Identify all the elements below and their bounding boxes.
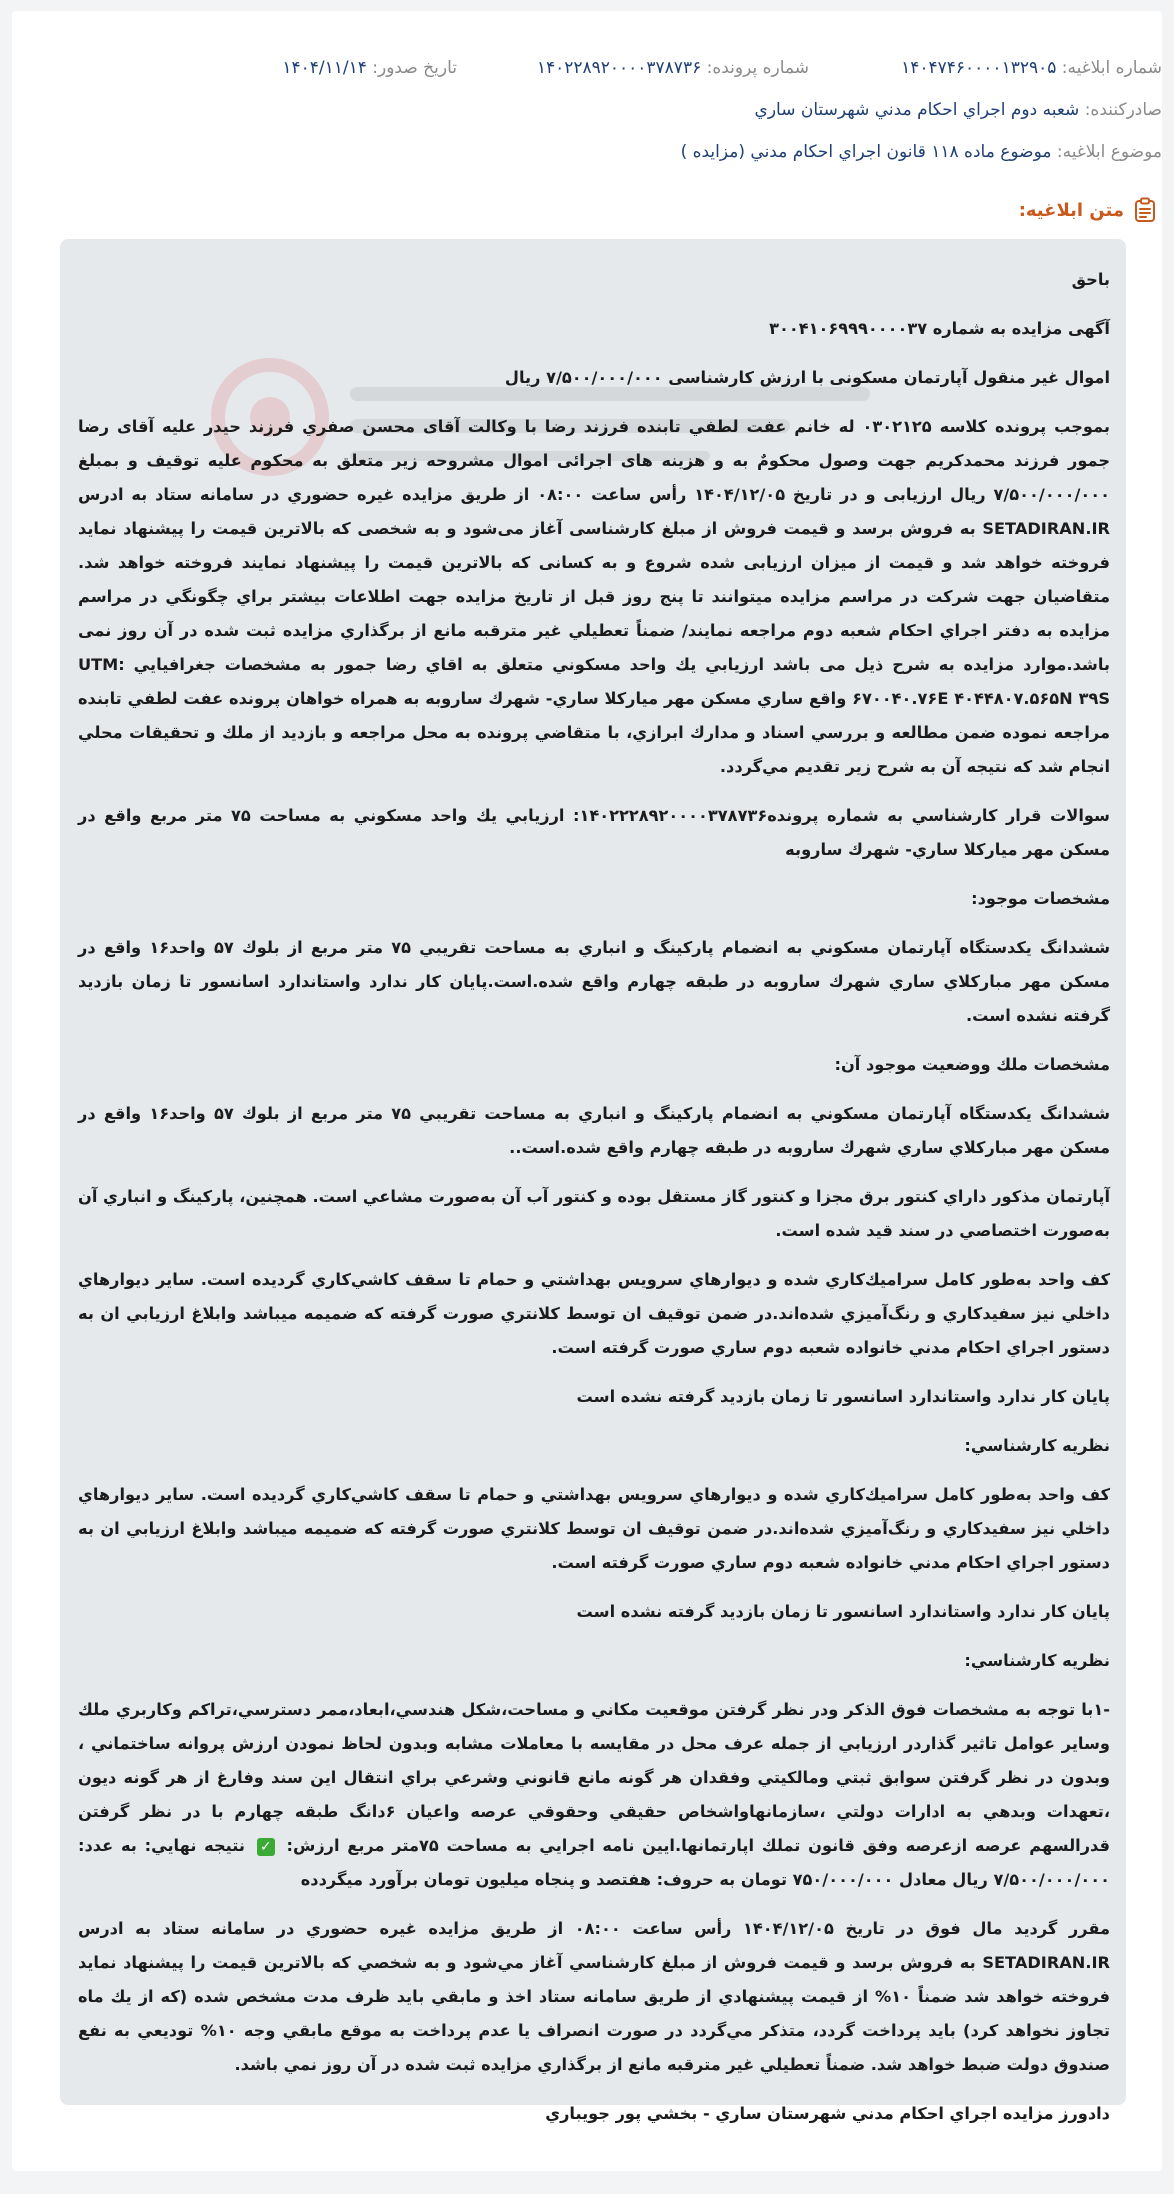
notice-body [60, 239, 1126, 2123]
body-paragraph-8: مشخصات ملك ووضعيت موجود آن: [834, 1055, 1110, 1074]
notice-text-title: متن ابلاغیه: [1018, 199, 1124, 221]
body-paragraph-3: اموال غیر منقول آپارتمان مسکونی با ارزش کارشناسی ۷/۵۰۰/۰۰۰/۰۰۰ ریال [504, 368, 1110, 387]
issue-date-row [282, 55, 457, 81]
check-mark-icon: ✓ [257, 1838, 275, 1856]
notice-page [12, 11, 1162, 2171]
body-paragraph-2: آگهی مزایده به شماره ۳۰۰۴۱۰۶۹۹۹۰۰۰۰۳۷ [769, 319, 1110, 338]
notice-document-icon [1132, 197, 1158, 223]
body-paragraph-5: سوالات قرار كارشناسي به شماره پرونده۱۴۰۲۲۲۸۹۲۰۰۰۰۳۷۸۷۳۶: ارزيابي يك واحد مسكوني به مساحت ۷۵ متر مربع واقع در مسكن مهر ميارکلا ساري- شهرك ساروبه [78, 806, 1110, 859]
issue-date-label: تاریخ صدور: [372, 58, 457, 78]
body-paragraph-1: باحق [1071, 270, 1110, 289]
issue-date-value: ۱۴۰۴/۱۱/۱۴ [282, 58, 367, 78]
subject-value: موضوع ماده ۱۱۸ قانون اجراي احكام مدني (مزايده ) [680, 142, 1052, 162]
body-paragraph-9: ششدانگ يكدستگاه آپارتمان مسكوني به انضمام پاركينگ و انباري به مساحت تقريبي ۷۵ متر مربع از بلوك ۵۷ واحد۱۶ واقع در مسكن مهر مبارکلاي ساري شهرك ساروبه در طبقه چهارم واقع شده.است.. [78, 1104, 1111, 1157]
subject-label: موضوع ابلاغیه: [1056, 142, 1162, 162]
notice-number-row [901, 55, 1162, 81]
notice-text-heading [1019, 197, 1158, 223]
issuer-label: صادرکننده: [1084, 100, 1162, 120]
notice-number-label: شماره ابلاغیه: [1061, 58, 1162, 78]
issuer-row [755, 97, 1162, 123]
body-paragraph-19: دادورز مزايده اجراي احكام مدني شهرستان ساري - بخشي پور جويباري [545, 2104, 1110, 2123]
body-paragraph-6: مشخصات موجود: [971, 889, 1110, 908]
body-paragraph-15: پايان كار ندارد واستاندارد اسانسور تا زمان بازديد گرفته نشده است [576, 1602, 1110, 1621]
issuer-value: شعبه دوم اجراي احكام مدني شهرستان ساري [754, 100, 1080, 120]
body-paragraph-14: كف واحد به‌طور كامل سراميك‌كاري شده و ديوارهاي سرويس بهداشتي و حمام تا سقف كاشي‌كاري گرديده است. ساير ديوارهاي داخلي نيز سفيدكاري و رنگ‌آميزي شده‌اند.در ضمن توقيف ان توسط كلانتري صورت گرفته كه ضميمه ميباشد وابلاغ ارزيابي ان به دستور اجراي احكام مدني خانواده شعبه دوم ساري صورت گرفته است. [78, 1485, 1110, 1572]
valuation-text: -۱با توجه به مشخصات فوق الذكر ودر نظر گرفتن موقعيت مكاني و مساحت،شكل هندسي،ابعاد،ممر دسترسي،تراكم وكاربري ملك وساير عوامل تاثير گذاردر ارزيابي از جمله عرف محل در مقايسه با معاملات مشابه وبدون لحاظ نمودن ارزش پروانه ساختماني ، وبدون در نظر گرفتن سوابق ثبتي ومالكيتي وفقدان هر گونه مانع قانوني وشرعي براي انتقال اين سند وفارغ از هر گونه ديون ،تعهدات وبدهي به ادارات دولتي ،سازمانهاواشخاص حقيقي وحقوقي عرصه واعيان ۶دانگ طبقه چهارم با در نظر گرفتن قدرالسهم عرصه ازعرصه وفق قانون تملك اپارتمانها.ايين نامه اجرايي به مساحت ۷۵متر مربع ارزش: [78, 1700, 1111, 1855]
case-number-row [537, 55, 809, 81]
body-paragraph-7: ششدانگ يكدستگاه آپارتمان مسكوني به انضمام پاركينگ و انباري به مساحت تقريبي ۷۵ متر مربع از بلوك ۵۷ واحد۱۶ واقع در مسكن مهر مبارکلاي ساري شهرك ساروبه در طبقه چهارم واقع شده.است.پايان كار ندارد واستاندارد اسانسور تا زمان بازديد گرفته نشده است. [78, 938, 1111, 1025]
case-number-label: شماره پرونده: [706, 58, 809, 78]
body-paragraph-10: آپارتمان مذكور داراي كنتور برق مجزا و كنتور گاز مستقل بوده و كنتور آب آن به‌صورت مشاعي است. همچنين، پاركينگ و انباري آن به‌صورت اختصاصي در سند قيد شده است. [78, 1187, 1110, 1240]
body-paragraph-17 [78, 1693, 1110, 1897]
body-paragraph-12: پايان كار ندارد واستاندارد اسانسور تا زمان بازديد گرفته نشده است [576, 1387, 1110, 1406]
body-paragraph-18: مقرر گرديد مال فوق در تاريخ ۱۴۰۴/۱۲/۰۵ رأس ساعت ۰۸:۰۰ از طريق مزايده غيره حضوري در سامانه ستاد به ادرس SETADIRAN.IR به فروش برسد و قيمت فروش از مبلغ كارشناسي آغاز مي‌شود و به شخصي كه بالاترين قيمت را پيشنهاد نمايد فروخته خواهد شد ضمناً ۱۰% از قيمت پيشنهادي از طريق سامانه ستاد اخذ و مابقي بايد ظرف مدت مشخص شده (كه از يك ماه تجاوز نخواهد كرد) بايد پرداخت گردد، متذكر مي‌گردد در صورت انصراف يا عدم پرداخت به موقع مابقي وجه ۱۰% توديعي به نفع صندوق دولت ضبط خواهد شد. ضمناً تعطيلي غير مترقبه مانع از برگذاري مزايده ثبت شده در آن روز نمي باشد. [78, 1919, 1110, 2074]
final-result-text: نتيجه نهايي: به عدد: ۷/۵۰۰/۰۰۰/۰۰۰ ريال معادل ۷۵۰/۰۰۰/۰۰۰ تومان به حروف: هفتصد و پنجاه ميليون تومان برآورد ميگردده [78, 1836, 1110, 1889]
body-paragraph-11: كف واحد به‌طور كامل سراميك‌كاري شده و ديوارهاي سرويس بهداشتي و حمام تا سقف كاشي‌كاري گرديده است. ساير ديوارهاي داخلي نيز سفيدكاري و رنگ‌آميزي شده‌اند.در ضمن توقيف ان توسط كلانتري صورت گرفته كه ضميمه ميباشد وابلاغ ارزيابي ان به دستور اجراي احكام مدني خانواده شعبه دوم ساري صورت گرفته است. [78, 1270, 1110, 1357]
body-paragraph-13: نظريه كارشناسي: [964, 1436, 1110, 1455]
body-paragraph-4: بموجب پرونده کلاسه ۰۳۰۲۱۲۵ له خانم عفت لطفي تابنده فرزند رضا با وكالت آقای محسن صفري فرزند حيدر علیه آقای رضا جمور فرزند محمدكريم جهت وصول محکومٌ به و هزینه های اجرائی اموال مشروحه زیر متعلق به محکوم علیه توقیف و بمبلغ ۷/۵۰۰/۰۰۰/۰۰۰ ریال ارزیابی و در تاریخ ۱۴۰۴/۱۲/۰۵ رأس ساعت ۰۸:۰۰ از طریق مزایده غیره حضوري در سامانه ستاد به ادرس SETADIRAN.IR به فروش برسد و قیمت فروش از مبلغ کارشناسی آغاز می‌شود و به شخصی که بالاترین قیمت را پیشنهاد نماید فروخته خواهد شد و قیمت از میزان ارزیابی شده شروع و به کسانی که بالاترین قیمت را پیشنهاد نمایند فروخته خواهد شد. متقاضیان جهت شركت در مراسم مزايده ميتوانند تا پنج روز قبل از تاريخ مزايده جهت اطلاعات بيشتر براي چگونگي در مراسم مزايده به دفتر اجراي احكام شعبه دوم مراجعه نمايند/ ضمناً تعطيلي غير مترقبه مانع از برگذاري مزايده ثبت شده در آن روز نمی باشد.موارد مزایده به شرح ذیل می باشد ارزيابي يك واحد مسكوني متعلق به اقاي رضا جمور به مشخصات جغرافيايي UTM: ۶۷۰۰۴۰.۷۶E ۴۰۴۴۸۰۷.۵۶۵N ۳۹S واقع ساري مسكن مهر ميارکلا ساري- شهرك ساروبه به همراه خواهان پرونده عفت لطفي تابنده مراجعه نموده ضمن مطالعه و بررسي اسناد و مدارك ابرازي، با متقاضي پرونده به محل مراجعه و بازديد از ملك و تحقيقات محلي انجام شد كه نتيجه آن به شرح زير تقديم مي‌گردد. [78, 417, 1111, 776]
body-paragraph-16: نظريه كارشناسي: [964, 1651, 1110, 1670]
case-number-value: ۱۴۰۲۲۸۹۲۰۰۰۰۳۷۸۷۳۶ [536, 58, 702, 78]
notice-number-value: ۱۴۰۴۷۴۶۰۰۰۰۱۳۲۹۰۵ [901, 58, 1057, 78]
subject-row [681, 139, 1162, 165]
